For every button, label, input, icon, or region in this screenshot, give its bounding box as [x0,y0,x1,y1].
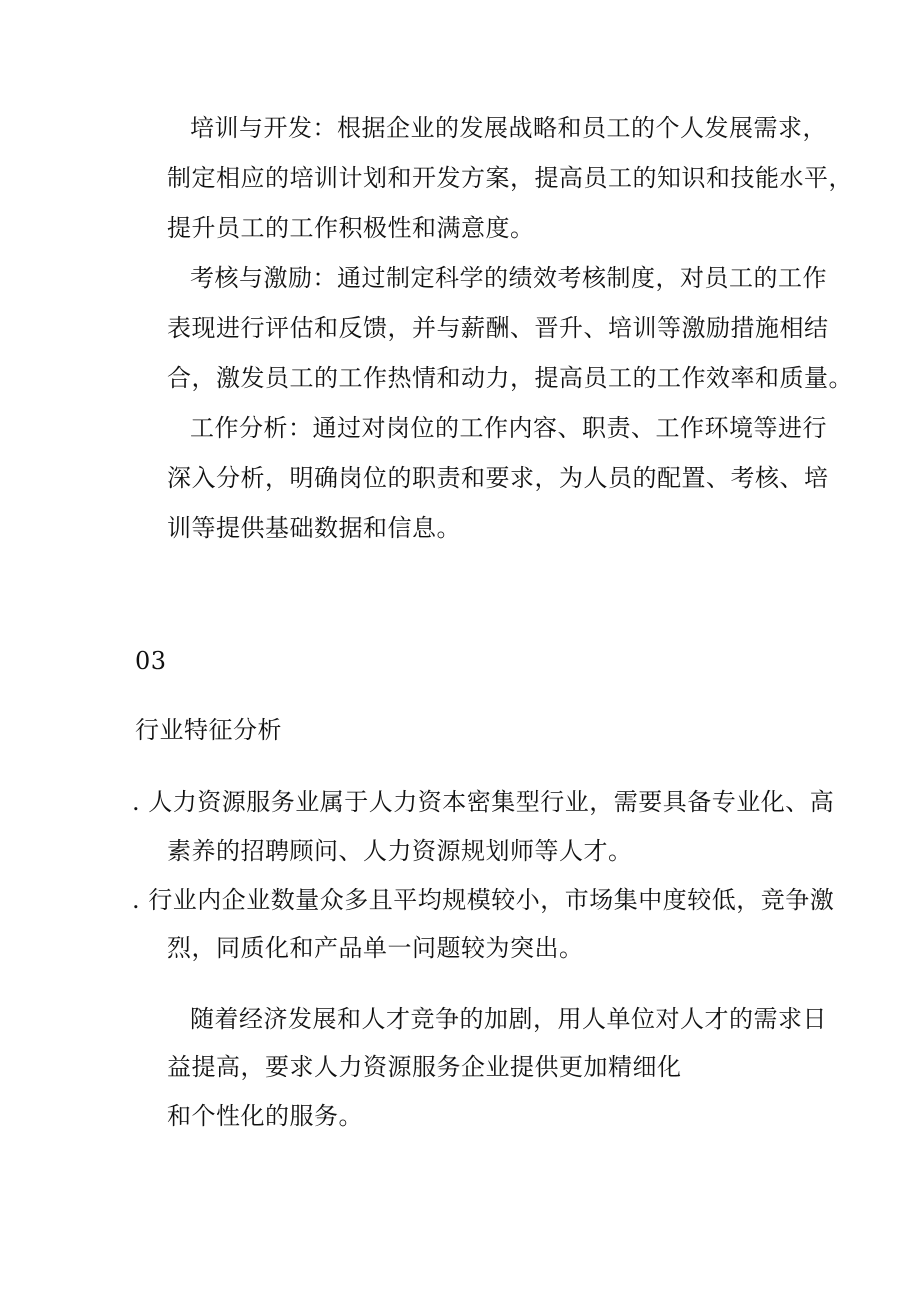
paragraph-line: 考核与激励：通过制定科学的绩效考核制度，对员工的工作 [190,264,827,292]
paragraph-line: 训等提供基础数据和信息。 [167,514,461,542]
paragraph-line: 益提高，要求人力资源服务企业提供更加精细化 [167,1053,682,1081]
bullet-line: 烈，同质化和产品单一问题较为突出。 [167,934,584,962]
section-title: 行业特征分析 [135,716,282,744]
bullet-line: . 行业内企业数量众多且平均规模较小，市场集中度较低，竞争激 [132,886,835,914]
paragraph-line: 合，激发员工的工作热情和动力，提高员工的工作效率和质量。 [167,364,853,392]
paragraph-line: 提升员工的工作积极性和满意度。 [167,214,535,242]
paragraph-line: 深入分析，明确岗位的职责和要求，为人员的配置、考核、培 [167,464,829,492]
paragraph-line: 和个性化的服务。 [167,1102,363,1130]
paragraph-line: 培训与开发：根据企业的发展战略和员工的个人发展需求， [190,114,827,142]
paragraph-line: 制定相应的培训计划和开发方案，提高员工的知识和技能水平， [167,164,853,192]
paragraph-line: 工作分析：通过对岗位的工作内容、职责、工作环境等进行 [190,414,827,442]
paragraph-line: 随着经济发展和人才竞争的加剧，用人单位对人才的需求日 [190,1005,827,1033]
bullet-line: 素养的招聘顾问、人力资源规划师等人才。 [167,837,633,865]
bullet-line: . 人力资源服务业属于人力资本密集型行业，需要具备专业化、高 [132,788,835,816]
paragraph-line: 表现进行评估和反馈，并与薪酬、晋升、培训等激励措施相结 [167,314,829,342]
section-number: 03 [135,647,167,675]
